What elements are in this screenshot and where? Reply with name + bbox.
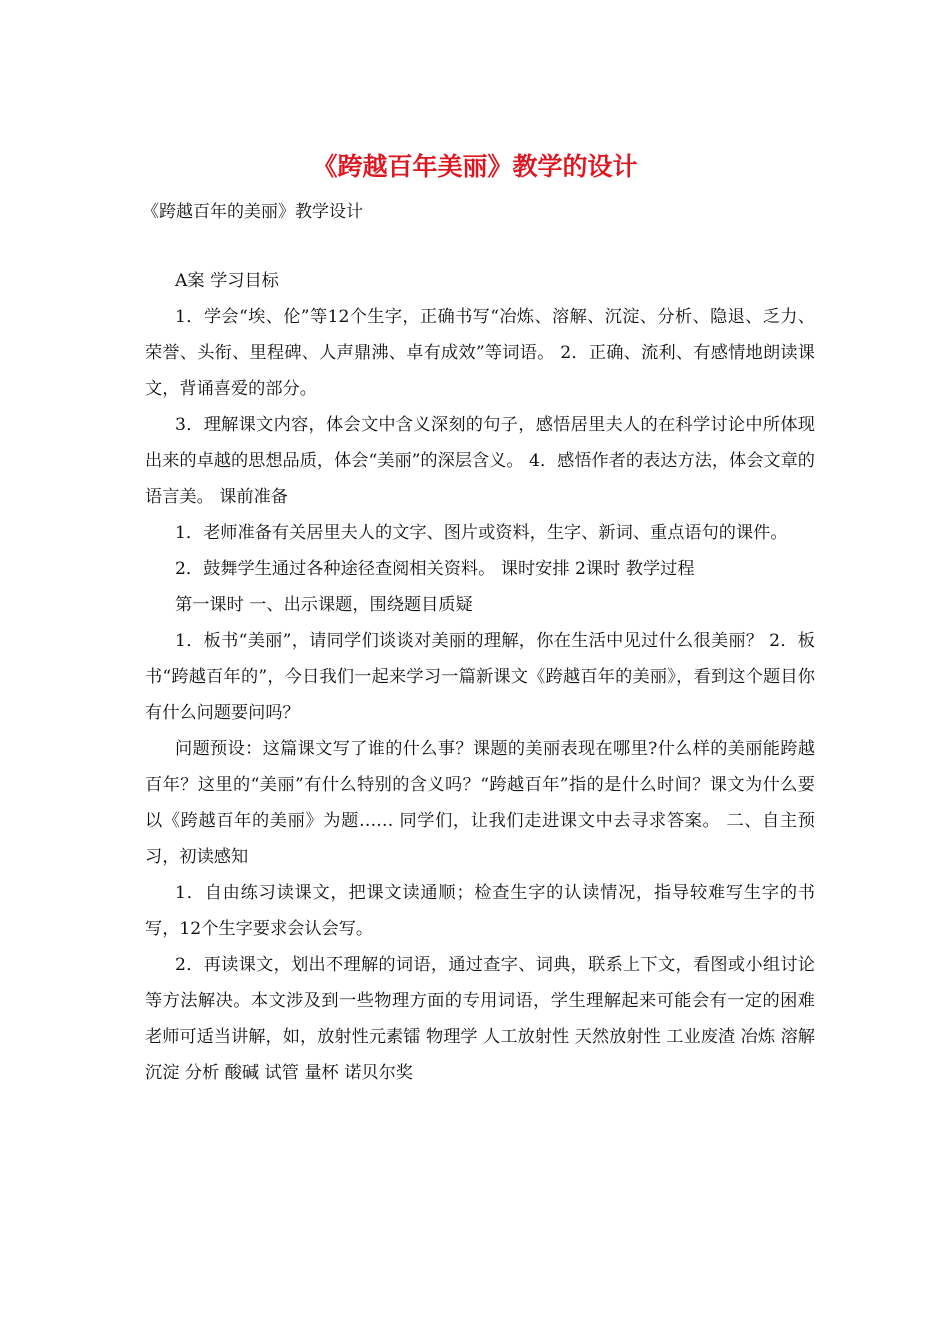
paragraph-self-study-2: 2．再读课文，划出不理解的词语，通过查字、词典，联系上下文，看图或小组讨论等方法解决。本文涉及到一些物理方面的专用词语，学生理解起来可能会有一定的困难老师可适当讲解，如，放射性元素镭 物理学 人工放射性 天然放射性 工业废渣 冶炼 溶解 沉淀 分析 酸碱 试管 量杯 诺贝尔奖 <box>145 955 815 1083</box>
paragraph-preparation-1: 1．老师准备有关居里夫人的文字、图片或资料，生字、新词、重点语句的课件。 <box>175 523 788 543</box>
paragraph-objective-3-4: 3．理解课文内容，体会文中含义深刻的句子，感悟居里夫人的在科学讨论中所体现出来的卓越的思想品质，体会“美丽”的深层含义。 4．感悟作者的表达方法，体会文章的语言美。 课前准备 <box>145 415 815 507</box>
document-body <box>145 263 815 1091</box>
paragraph-preparation-2: 2．鼓舞学生通过各种途径查阅相关资料。 课时安排 2课时 教学过程 <box>175 559 695 579</box>
document-title: 《跨越百年美丽》教学的设计 <box>312 152 638 181</box>
paragraph-lesson-step-1-2: 1．板书“美丽”，请同学们谈谈对美丽的理解，你在生活中见过什么很美丽？ 2．板书“跨越百年的”，今日我们一起来学习一篇新课文《跨越百年的美丽》，看到这个题目你有什么问题要问吗？ <box>145 631 815 723</box>
paragraph-lesson-one-heading: 第一课时 一、出示课题，围绕题目质疑 <box>175 595 473 615</box>
paragraph-plan-a-objectives: A案 学习目标 <box>175 271 279 291</box>
paragraph-objective-1-2: 1．学会“埃、伦”等12个生字，正确书写“冶炼、溶解、沉淀、分析、隐退、乏力、荣誉、头衔、里程碑、人声鼎沸、卓有成效”等词语。 2．正确、流利、有感情地朗读课文，背诵喜爱的部分。 <box>145 307 815 399</box>
paragraph-self-study-1: 1．自由练习读课文，把课文读通顺；检查生字的认读情况，指导较难写生字的书写，12个生字要求会认会写。 <box>145 883 815 939</box>
document-subtitle: 《跨越百年的美丽》教学设计 <box>142 202 363 222</box>
paragraph-question-preview: 问题预设：这篇课文写了谁的什么事？课题的美丽表现在哪里?什么样的美丽能跨越百年？这里的“美丽”有什么特别的含义吗？“跨越百年”指的是什么时间？课文为什么要以《跨越百年的美丽》为题…… 同学们，让我们走进课文中去寻求答案。 二、自主预习，初读感知 <box>145 739 815 867</box>
